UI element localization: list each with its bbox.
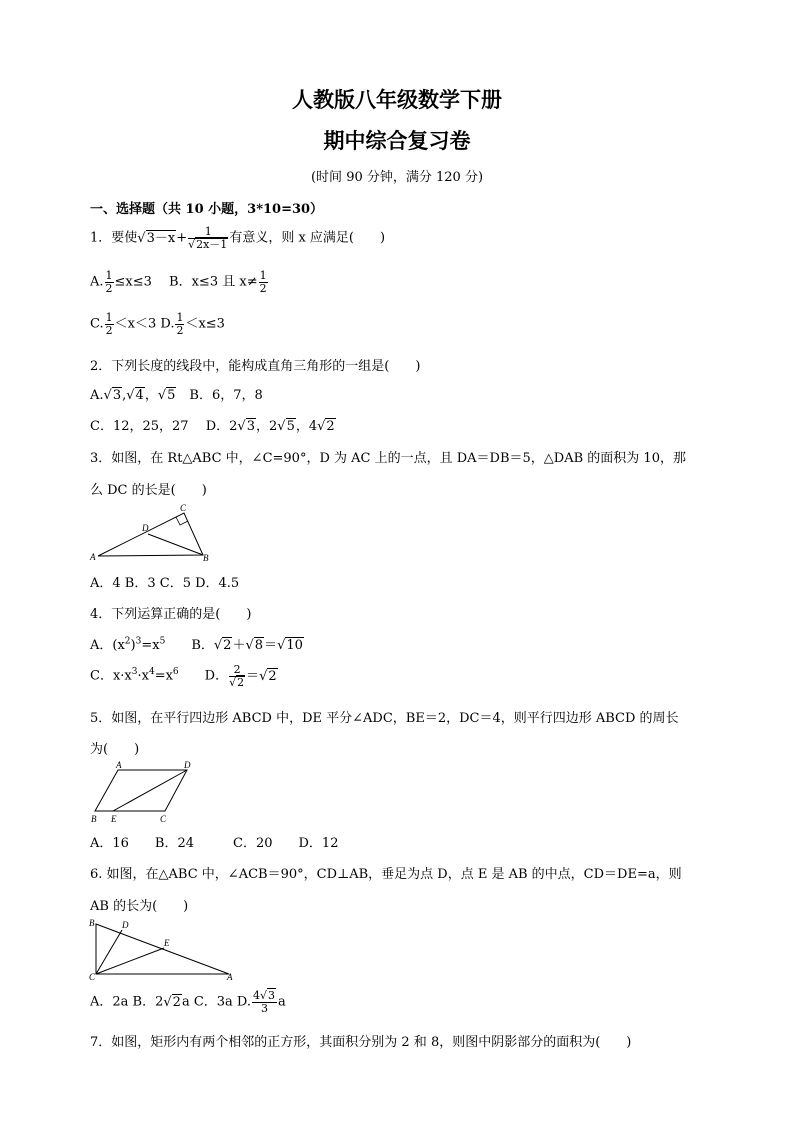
question-6: 6. 如图，在△ABC 中，∠ACB＝90°，CD⊥AB，垂足为点 D，点 E 是 AB 的中点，CD＝DE=a，则 <box>90 867 682 882</box>
question-7: 7．如图，矩形内有两个相邻的正方形，其面积分别为 2 和 8，则图中阴影部分的面积为( ) <box>90 1035 632 1050</box>
label-a: A <box>227 972 233 982</box>
label-b: B <box>91 814 97 824</box>
question-2-options-ab: A.√3,√4，√5 B．6，7，8 <box>90 388 263 403</box>
label-a: A <box>116 760 122 770</box>
sqrt-symbol: √3－x <box>137 230 176 246</box>
question-5-options: A．16 B．24 C．20 D．12 <box>90 836 339 851</box>
label-d: D <box>122 920 129 930</box>
fraction: $\frac{1}{√2x-1}$ <box>188 225 228 251</box>
question-3-options: A．4 B．3 C．5 D．4.5 <box>90 576 240 591</box>
question-3-cont: 么 DC 的长是( ) <box>90 483 207 498</box>
label-b: B <box>89 918 95 928</box>
question-2-options-cd: C．12，25，27 D．2√3，2√5，4√2 <box>90 419 335 434</box>
question-1-options-cd: C. $\frac{1}{2}$ ＜x＜3 D. $\frac{1}{2}$ ＜x≤3 <box>90 311 225 337</box>
label-a: A <box>90 552 96 562</box>
figure-q6-triangle <box>86 914 236 982</box>
figure-q5-parallelogram <box>86 760 196 824</box>
label-e: E <box>111 814 117 824</box>
question-1: 1．要使√3－x+ $\frac{1}{√2x-1}$ 有意义，则 x 应满足( ) <box>90 225 386 251</box>
label-e: E <box>164 938 170 948</box>
label-c: C <box>180 503 187 513</box>
label-b: B <box>203 553 209 563</box>
label-d: D <box>142 523 149 533</box>
page-subtitle: 期中综合复习卷 <box>323 128 471 153</box>
question-4-options-ab: A．$(x^2)^3=x^5$ B．√2＋√8＝√10 <box>90 636 303 653</box>
page-title: 人教版八年级数学下册 <box>292 87 502 112</box>
question-6-options: A．2a B．2√2a C．3a D. $\frac{4√3}{3}$ a <box>90 989 286 1015</box>
question-1-options-ab: A. $\frac{1}{2}$ ≤x≤3 B．x≤3 且 x≠ $\frac{1}{2}$ <box>90 269 267 295</box>
section-heading: 一、选择题（共 10 小题，3*10=30） <box>90 202 324 217</box>
label-c: C <box>89 972 96 982</box>
question-4: 4．下列运算正确的是( ) <box>90 607 252 622</box>
question-5: 5．如图，在平行四边形 ABCD 中，DE 平分∠ADC，BE＝2，DC＝4，则平行四边形 ABCD 的周长 <box>90 711 679 726</box>
label-d: D <box>184 760 191 770</box>
exam-info: (时间 90 分钟，满分 120 分) <box>310 170 484 185</box>
question-2: 2．下列长度的线段中，能构成直角三角形的一组是( ) <box>90 359 421 374</box>
figure-q3-triangle <box>88 500 218 564</box>
question-4-options-cd: C．$x\cdot x^3\cdot x^4=x^6$ D． $\frac{2}{√2}$ ＝√2 <box>90 663 277 689</box>
question-5-cont: 为( ) <box>90 742 140 757</box>
label-c: C <box>160 814 167 824</box>
question-3: 3．如图，在 Rt△ABC 中，∠C=90°，D 为 AC 上的一点，且 DA＝DB＝5，△DAB 的面积为 10，那 <box>90 451 686 466</box>
question-6-cont: AB 的长为( ) <box>90 899 189 914</box>
